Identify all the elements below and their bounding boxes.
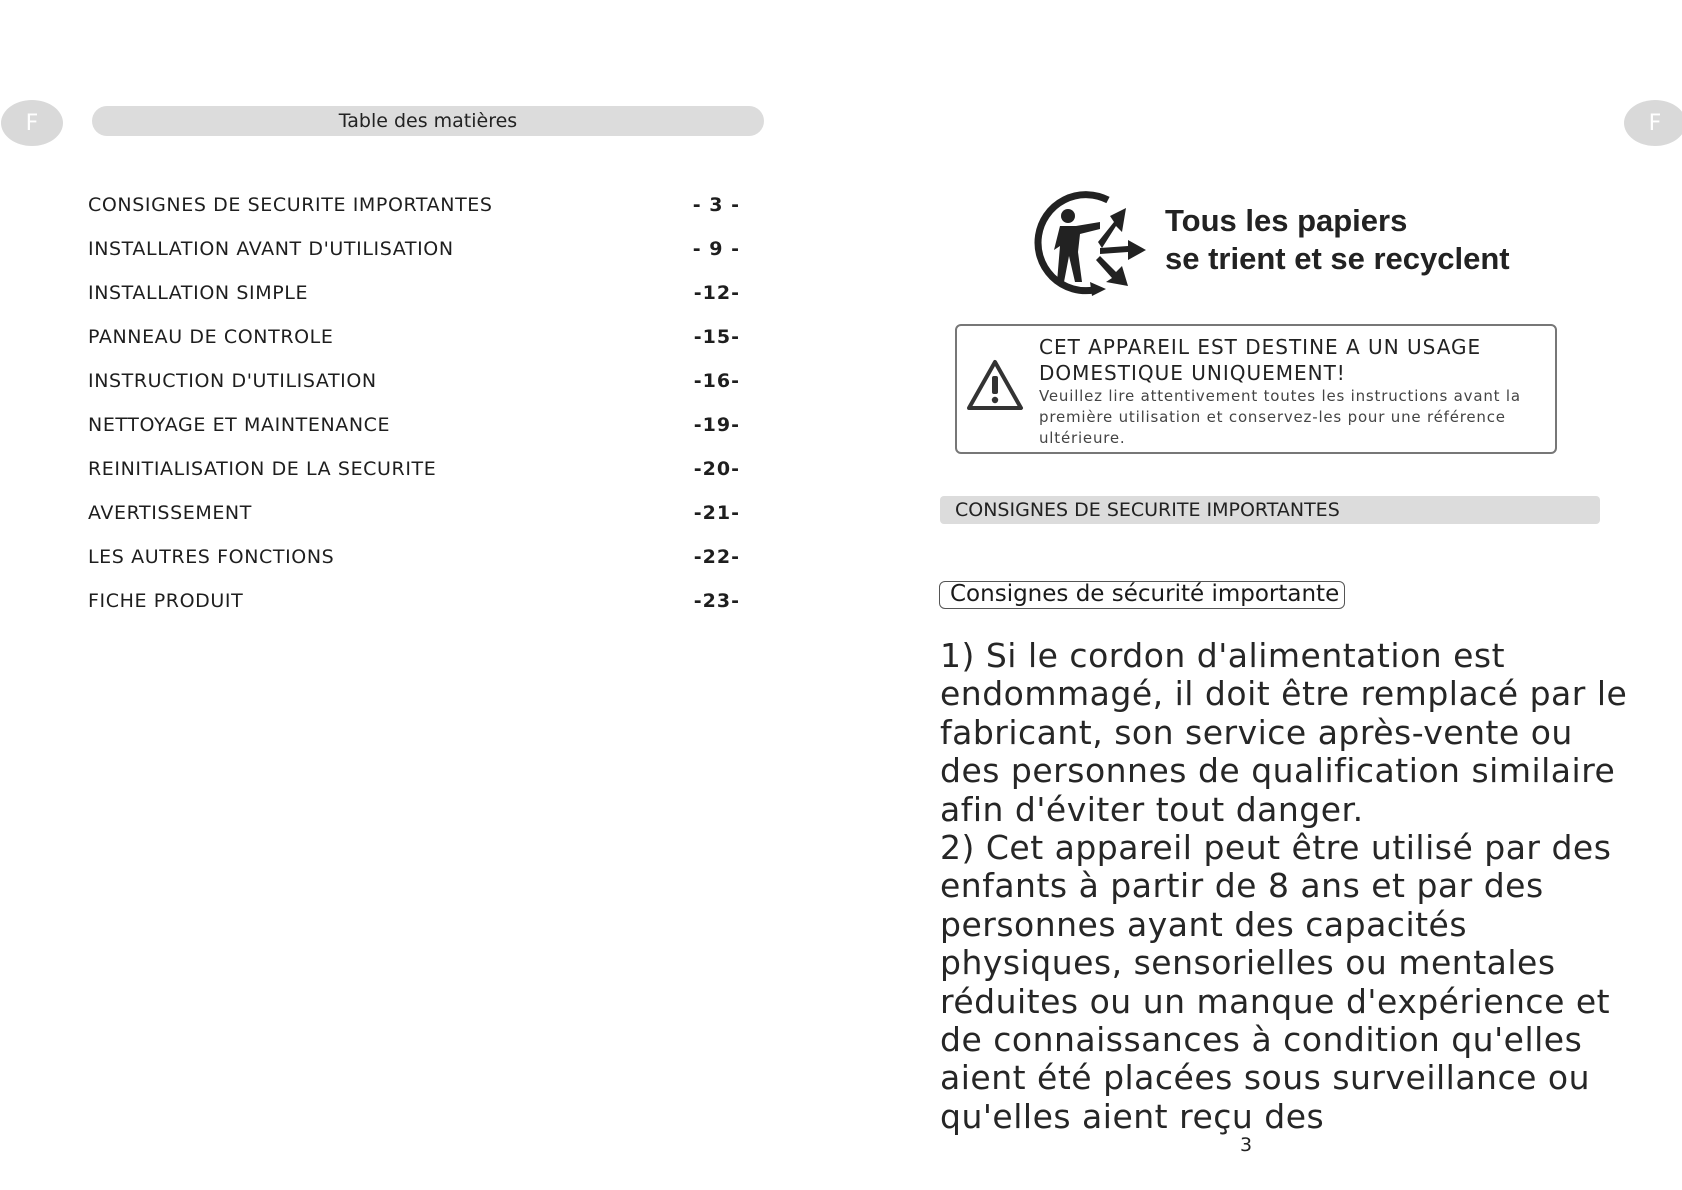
toc-entry-page: -15- <box>693 326 740 348</box>
instruction-paragraph-1: 1) Si le cordon d'alimentation est endommagé, il doit être remplacé par le fabricant, son service après-vente ou des personnes de qualification similaire afin d'éviter tout danger. <box>940 636 1628 829</box>
toc-entry <box>88 403 740 447</box>
toc-entry <box>88 535 740 579</box>
toc-entry-page: -22- <box>693 546 740 568</box>
toc-entry-label: NETTOYAGE ET MAINTENANCE <box>88 414 391 436</box>
toc-entry-label: AVERTISSEMENT <box>88 502 252 524</box>
toc-entry-label: INSTRUCTION D'UTILISATION <box>88 370 377 392</box>
toc-entry-label: INSTALLATION SIMPLE <box>88 282 309 304</box>
recycling-line-2: se trient et se recyclent <box>1165 241 1510 276</box>
toc-entry-page: -16- <box>693 370 740 392</box>
toc-entry-label: FICHE PRODUIT <box>88 590 244 612</box>
toc-entry-label: LES AUTRES FONCTIONS <box>88 546 335 568</box>
toc-entry <box>88 271 740 315</box>
toc-entry <box>88 183 740 227</box>
recycling-line-1: Tous les papiers <box>1165 203 1408 238</box>
toc-entry-page: -19- <box>693 414 740 436</box>
instruction-paragraph-2: 2) Cet appareil peut être utilisé par des enfants à partir de 8 ans et par des personnes ayant des capacités physiques, sensorielles ou mentales réduites ou un manque d'expérience et de connaissances à condition qu'elles aient été placées sous surveillance ou qu'elles aient reçu des <box>940 828 1612 1136</box>
language-badge-right: F <box>1624 100 1682 146</box>
toc-entry-page: -21- <box>693 502 740 524</box>
toc-title: Table des matières <box>92 106 764 136</box>
toc-entry-page: - 9 - <box>692 238 740 260</box>
toc-entry-label: CONSIGNES DE SECURITE IMPORTANTES <box>88 194 493 216</box>
recycling-message <box>1165 202 1510 278</box>
toc-entry-page: -23- <box>693 590 740 612</box>
domestic-use-warning-box <box>955 324 1557 454</box>
toc-entry-page: - 3 - <box>692 194 740 216</box>
toc-entry-page: -20- <box>693 458 740 480</box>
toc-entry-label: PANNEAU DE CONTROLE <box>88 326 334 348</box>
toc-entry-label: REINITIALISATION DE LA SECURITE <box>88 458 437 480</box>
toc-entry <box>88 447 740 491</box>
page-number: 3 <box>1240 1134 1253 1156</box>
language-badge-left: F <box>1 100 63 146</box>
triman-recycling-icon <box>1030 186 1148 296</box>
toc-entry <box>88 315 740 359</box>
toc-entry <box>88 491 740 535</box>
toc-entry-page: -12- <box>693 282 740 304</box>
warning-body: Veuillez lire attentivement toutes les instructions avant la première utilisation et conservez-les pour une référence ultérieure. <box>1039 387 1521 447</box>
toc-entry <box>88 359 740 403</box>
safety-instructions-text <box>940 637 1640 1136</box>
warning-title: CET APPAREIL EST DESTINE A UN USAGE DOMESTIQUE UNIQUEMENT! <box>1039 335 1482 385</box>
warning-triangle-icon <box>965 358 1025 413</box>
toc-entry <box>88 579 740 623</box>
subsection-heading: Consignes de sécurité importante <box>939 581 1345 609</box>
section-heading: CONSIGNES DE SECURITE IMPORTANTES <box>940 496 1600 524</box>
toc-entry-label: INSTALLATION AVANT D'UTILISATION <box>88 238 454 260</box>
toc-list <box>88 183 740 623</box>
toc-entry <box>88 227 740 271</box>
